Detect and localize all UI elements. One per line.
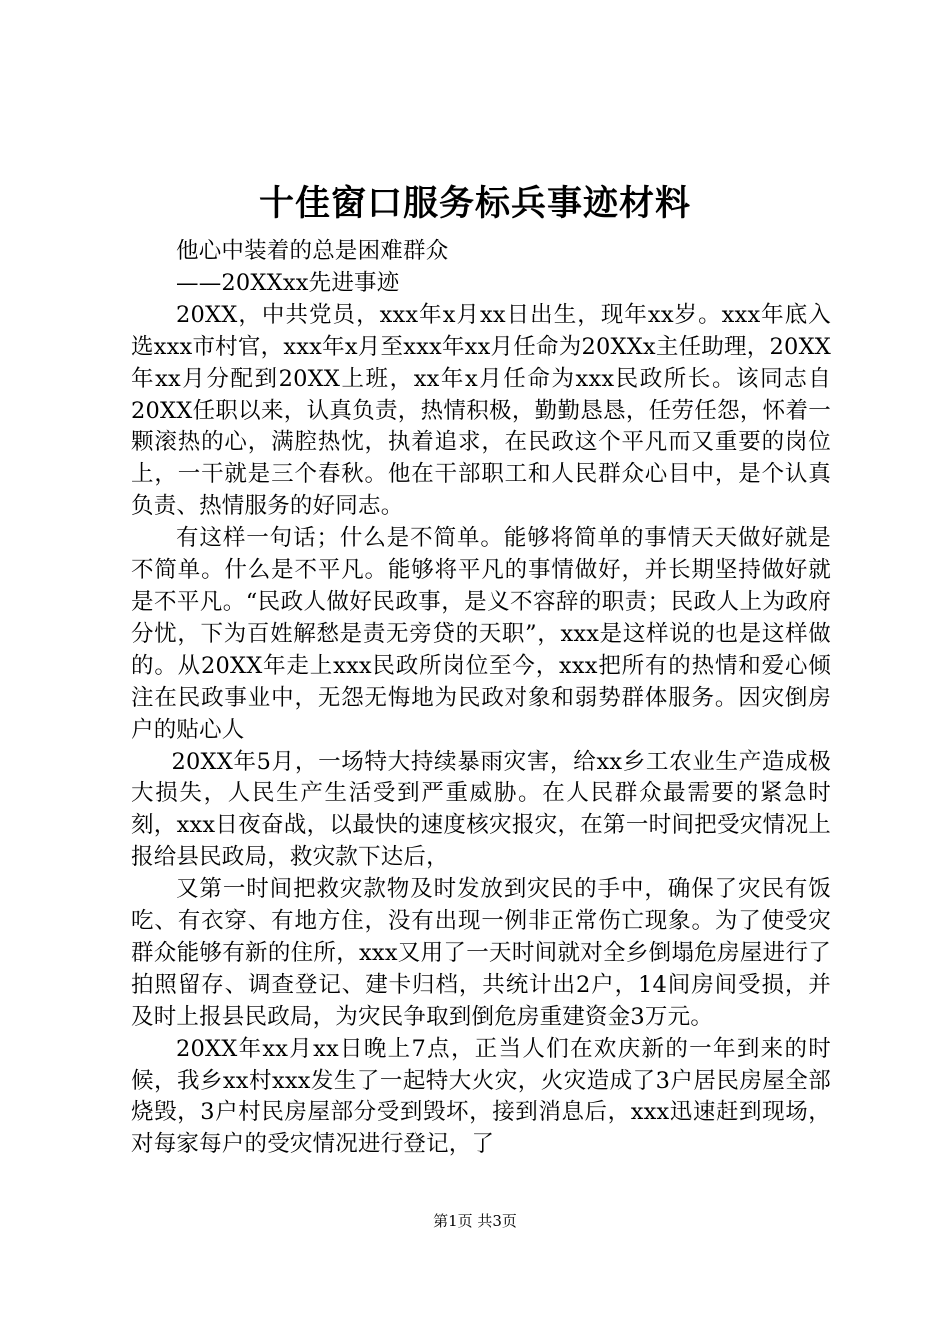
paragraph: 又第一时间把救灾款物及时发放到灾民的手中，确保了灾民有饭吃、有衣穿、有地方住，没有出现一例非正常伤亡现象。为了使受灾群众能够有新的住所，xxx又用了一天时间就对全乡倒塌危房屋进行了拍照留存、调查登记、建卡归档，共统计出2户，14间房间受损，并及时上报县民政局，为灾民争取到倒危房重建资金3万元。 xyxy=(131,876,831,1030)
subtitle-line: 他心中装着的总是困难群众 xyxy=(176,238,449,264)
paragraph: 20XX年xx月xx日晚上7点，正当人们在欢庆新的一年到来的时候，我乡xx村xxx发生了一起特大火灾，火灾造成了3户居民房屋全部烧毁，3户村民房屋部分受到毁坏，接到消息后，xxx迅速赶到现场，对每家每户的受灾情况进行登记，了 xyxy=(131,1035,831,1158)
page-footer: 第1页 共3页 xyxy=(433,1212,517,1230)
paragraph: 有这样一句话；什么是不简单。能够将简单的事情天天做好就是不简单。什么是不平凡。能够将平凡的事情做好，并长期坚持做好就是不平凡。“民政人做好民政事，是义不容辞的职责；民政人上为政府分忧，下为百姓解愁是责无旁贷的天职”，xxx是这样说的也是这样做的。从20XX年走上xxx民政所岗位至今，xxx把所有的热情和爱心倾注在民政事业中，无怨无悔地为民政对象和弱势群体服务。因灾倒房户的贴心人 xyxy=(131,525,831,743)
subtitle-attribution: ——20XXxx先进事迹 xyxy=(176,269,400,296)
document-body xyxy=(131,236,831,1161)
paragraph: 20XX年5月，一场特大持续暴雨灾害，给xx乡工农业生产造成极大损失，人民生产生活受到严重威胁。在人民群众最需要的紧急时刻，xxx日夜奋战，以最快的速度核灾报灾，在第一时间把受灾情况上报给县民政局，救灾款下达后， xyxy=(131,748,831,871)
paragraph: 20XX，中共党员，xxx年x月xx日出生，现年xx岁。xxx年底入选xxx市村官，xxx年x月至xxx年xx月任命为20XXx主任助理，20XX年xx月分配到20XX上班，xx年x月任命为xxx民政所长。该同志自20XX任职以来，认真负责，热情积极，勤勤恳恳，任劳任怨，怀着一颗滚热的心，满腔热忱，执着追求，在民政这个平凡而又重要的岗位上，一干就是三个春秋。他在干部职工和人民群众心目中，是个认真负责、热情服务的好同志。 xyxy=(131,301,831,520)
document-title: 十佳窗口服务标兵事迹材料 xyxy=(258,183,691,224)
